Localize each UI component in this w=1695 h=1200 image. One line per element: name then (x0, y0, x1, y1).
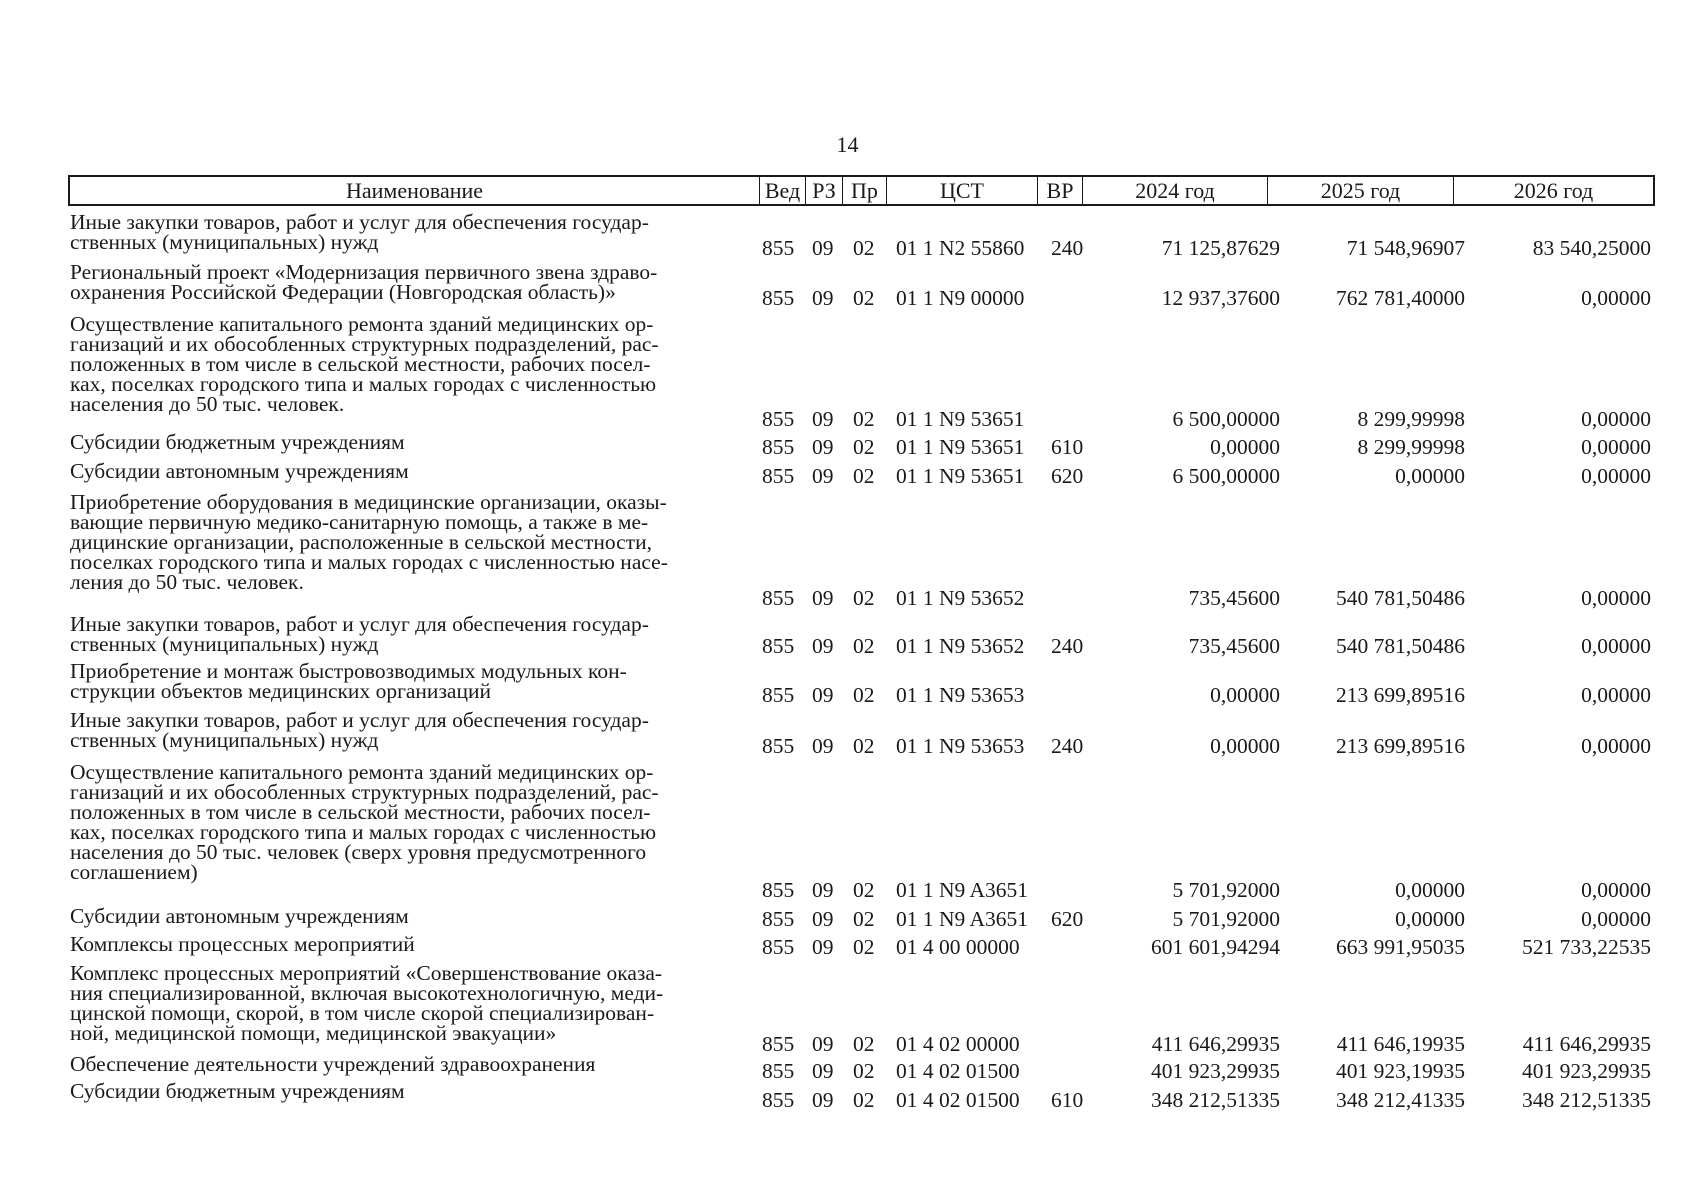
row-pr: 02 (853, 1088, 875, 1112)
row-value-2026: 0,00000 (1581, 734, 1651, 758)
row-value-2024: 601 601,94294 (1151, 935, 1280, 959)
row-value-2026: 0,00000 (1581, 907, 1651, 931)
row-value-2026: 0,00000 (1581, 586, 1651, 610)
row-name-line: Региональный проект «Модернизация первичного звена здраво- (70, 260, 658, 284)
row-name-line: Обеспечение деятельности учреждений здравоохранения (70, 1052, 596, 1076)
row-name-line: ной, медицинской помощи, медицинской эвакуации» (70, 1021, 557, 1045)
row-pr: 02 (853, 586, 875, 610)
row-value-2026: 0,00000 (1581, 464, 1651, 488)
row-value-2024: 735,45600 (1188, 634, 1280, 658)
row-value-2026: 0,00000 (1581, 435, 1651, 459)
row-name-line: охранения Российской Федерации (Новгородская область)» (70, 280, 616, 304)
row-rz: 09 (812, 683, 834, 707)
row-name-line: Субсидии автономным учреждениям (70, 459, 409, 483)
row-name-line: вающие первичную медико-санитарную помощь, а также в ме- (70, 510, 649, 534)
row-name (70, 762, 770, 882)
row-name-line: ственных (муниципальных) нужд (70, 230, 379, 254)
row-name-line: Осуществление капитального ремонта зданий медицинских ор- (70, 760, 654, 784)
row-value-2025: 348 212,41335 (1336, 1088, 1465, 1112)
row-value-2024: 5 701,92000 (1172, 878, 1280, 902)
row-cst: 01 1 N9 53652 (896, 586, 1025, 610)
row-name-line: Субсидии бюджетным учреждениям (70, 1079, 405, 1103)
row-pr: 02 (853, 878, 875, 902)
row-name-line: ственных (муниципальных) нужд (70, 632, 379, 656)
row-cst: 01 4 02 01500 (896, 1059, 1020, 1083)
row-ved: 855 (762, 1059, 795, 1083)
row-value-2024: 735,45600 (1188, 586, 1280, 610)
row-name-line: Осуществление капитального ремонта зданий медицинских ор- (70, 312, 654, 336)
row-cst: 01 1 N9 53651 (896, 464, 1025, 488)
row-value-2025: 663 991,95035 (1336, 935, 1465, 959)
row-value-2025: 540 781,50486 (1336, 634, 1465, 658)
row-rz: 09 (812, 236, 834, 260)
row-ved: 855 (762, 634, 795, 658)
row-cst: 01 1 N2 55860 (896, 236, 1025, 260)
row-value-2025: 8 299,99998 (1357, 435, 1465, 459)
column-header-pr: Пр (843, 177, 887, 204)
row-name (70, 432, 770, 452)
row-name-line: положенных в том числе в сельской местности, рабочих посел- (70, 352, 651, 376)
row-value-2025: 0,00000 (1395, 878, 1465, 902)
row-name-line: положенных в том числе в сельской местности, рабочих посел- (70, 800, 651, 824)
row-ved: 855 (762, 1032, 795, 1056)
row-name (70, 461, 770, 481)
row-value-2025: 71 548,96907 (1346, 236, 1465, 260)
row-ved: 855 (762, 907, 795, 931)
row-pr: 02 (853, 407, 875, 431)
row-value-2024: 0,00000 (1210, 734, 1280, 758)
row-value-2026: 0,00000 (1581, 634, 1651, 658)
row-value-2026: 411 646,29935 (1522, 1032, 1651, 1056)
row-name (70, 212, 770, 252)
row-name-line: дицинские организации, расположенные в сельской местности, (70, 530, 652, 554)
row-pr: 02 (853, 683, 875, 707)
row-rz: 09 (812, 878, 834, 902)
row-pr: 02 (853, 1059, 875, 1083)
row-cst: 01 1 N9 00000 (896, 286, 1025, 310)
row-rz: 09 (812, 907, 834, 931)
row-ved: 855 (762, 236, 795, 260)
row-value-2026: 401 923,29935 (1522, 1059, 1651, 1083)
row-name (70, 710, 770, 750)
row-name (70, 1081, 770, 1101)
column-header-2026: 2026 год (1513, 178, 1594, 203)
row-rz: 09 (812, 1088, 834, 1112)
row-cst: 01 1 N9 A3651 (896, 878, 1028, 902)
row-name-line: Приобретение и монтаж быстровозводимых модульных кон- (70, 659, 627, 683)
row-ved: 855 (762, 407, 795, 431)
row-value-2026: 83 540,25000 (1532, 236, 1651, 260)
row-rz: 09 (812, 634, 834, 658)
row-value-2024: 6 500,00000 (1172, 407, 1280, 431)
row-cst: 01 1 N9 53652 (896, 634, 1025, 658)
row-name (70, 262, 770, 302)
row-ved: 855 (762, 683, 795, 707)
row-vr: 620 (1051, 464, 1084, 488)
row-value-2024: 0,00000 (1210, 683, 1280, 707)
row-value-2024: 71 125,87629 (1161, 236, 1280, 260)
row-value-2026: 0,00000 (1581, 407, 1651, 431)
row-rz: 09 (812, 1032, 834, 1056)
column-header-rz: РЗ (806, 177, 843, 204)
row-name-line: Иные закупки товаров, работ и услуг для обеспечения государ- (70, 612, 649, 636)
row-value-2025: 411 646,19935 (1336, 1032, 1465, 1056)
row-vr: 610 (1051, 435, 1084, 459)
row-name (70, 492, 770, 592)
row-name-line: Иные закупки товаров, работ и услуг для обеспечения государ- (70, 210, 649, 234)
row-name-line: Комплексы процессных мероприятий (70, 932, 415, 956)
row-cst: 01 1 N9 53653 (896, 683, 1025, 707)
row-ved: 855 (762, 286, 795, 310)
row-value-2024: 6 500,00000 (1172, 464, 1280, 488)
row-rz: 09 (812, 435, 834, 459)
column-header-cst: ЦСТ (887, 177, 1038, 204)
column-header-2024: 2024 год (1083, 177, 1268, 204)
row-rz: 09 (812, 586, 834, 610)
row-cst: 01 1 N9 53653 (896, 734, 1025, 758)
row-pr: 02 (853, 734, 875, 758)
row-name (70, 314, 770, 414)
row-ved: 855 (762, 935, 795, 959)
row-name-line: поселках городского типа и малых городах с численностью насе- (70, 550, 668, 574)
row-vr: 240 (1051, 236, 1084, 260)
row-pr: 02 (853, 236, 875, 260)
row-name-line: Приобретение оборудования в медицинские организации, оказы- (70, 490, 667, 514)
column-header-2025: 2025 год (1268, 177, 1454, 204)
row-value-2025: 540 781,50486 (1336, 586, 1465, 610)
row-cst: 01 4 00 00000 (896, 935, 1020, 959)
row-pr: 02 (853, 286, 875, 310)
row-value-2025: 8 299,99998 (1357, 407, 1465, 431)
row-value-2025: 401 923,19935 (1336, 1059, 1465, 1083)
row-vr: 240 (1051, 634, 1084, 658)
row-ved: 855 (762, 464, 795, 488)
row-value-2025: 213 699,89516 (1336, 683, 1465, 707)
column-header-ved: Вед (760, 177, 806, 204)
row-value-2026: 348 212,51335 (1522, 1088, 1651, 1112)
row-value-2024: 5 701,92000 (1172, 907, 1280, 931)
row-name (70, 1054, 770, 1074)
row-rz: 09 (812, 286, 834, 310)
row-value-2025: 213 699,89516 (1336, 734, 1465, 758)
row-value-2025: 0,00000 (1395, 907, 1465, 931)
row-vr: 240 (1051, 734, 1084, 758)
row-cst: 01 1 N9 53651 (896, 407, 1025, 431)
row-name (70, 906, 770, 926)
row-value-2024: 401 923,29935 (1151, 1059, 1280, 1083)
row-name-line: ния специализированной, включая высокотехнологичную, меди- (70, 981, 664, 1005)
row-rz: 09 (812, 464, 834, 488)
row-value-2024: 0,00000 (1210, 435, 1280, 459)
row-rz: 09 (812, 407, 834, 431)
row-value-2026: 0,00000 (1581, 683, 1651, 707)
row-value-2026: 0,00000 (1581, 878, 1651, 902)
row-value-2024: 348 212,51335 (1151, 1088, 1280, 1112)
row-name-line: населения до 50 тыс. человек (сверх уровня предусмотренного (70, 840, 647, 864)
row-pr: 02 (853, 435, 875, 459)
row-ved: 855 (762, 1088, 795, 1112)
row-vr: 610 (1051, 1088, 1084, 1112)
row-name (70, 934, 770, 954)
row-ved: 855 (762, 734, 795, 758)
row-name-line: ках, поселках городского типа и малых городах с численностью (70, 820, 657, 844)
row-pr: 02 (853, 935, 875, 959)
row-name (70, 963, 770, 1043)
row-ved: 855 (762, 586, 795, 610)
row-rz: 09 (812, 935, 834, 959)
row-name-line: населения до 50 тыс. человек. (70, 392, 345, 416)
row-name-line: Комплекс процессных мероприятий «Совершенствование оказа- (70, 961, 663, 985)
row-rz: 09 (812, 1059, 834, 1083)
row-vr: 620 (1051, 907, 1084, 931)
row-ved: 855 (762, 878, 795, 902)
row-value-2024: 411 646,29935 (1151, 1032, 1280, 1056)
row-name-line: ганизаций и их обособленных структурных подразделений, рас- (70, 332, 659, 356)
column-header-vr: ВР (1038, 177, 1083, 204)
row-name-line: цинской помощи, скорой, в том числе скорой специализирован- (70, 1001, 655, 1025)
row-name-line: ках, поселках городского типа и малых городах с численностью (70, 372, 657, 396)
row-cst: 01 1 N9 A3651 (896, 907, 1028, 931)
row-value-2025: 0,00000 (1395, 464, 1465, 488)
row-name-line: Иные закупки товаров, работ и услуг для обеспечения государ- (70, 708, 649, 732)
row-value-2026: 0,00000 (1581, 286, 1651, 310)
row-name (70, 614, 770, 654)
page-number: 14 (836, 132, 859, 157)
column-header-name: Наименование (70, 177, 760, 204)
row-value-2024: 12 937,37600 (1161, 286, 1280, 310)
row-pr: 02 (853, 1032, 875, 1056)
row-value-2025: 762 781,40000 (1336, 286, 1465, 310)
row-rz: 09 (812, 734, 834, 758)
row-name-line: ганизаций и их обособленных структурных подразделений, рас- (70, 780, 659, 804)
row-name-line: Субсидии бюджетным учреждениям (70, 430, 405, 454)
row-cst: 01 4 02 00000 (896, 1032, 1020, 1056)
row-name-line: ления до 50 тыс. человек. (70, 570, 304, 594)
row-pr: 02 (853, 464, 875, 488)
row-ved: 855 (762, 435, 795, 459)
row-name (70, 661, 770, 701)
row-name-line: ственных (муниципальных) нужд (70, 728, 379, 752)
row-name-line: соглашением) (70, 860, 198, 884)
row-name-line: струкции объектов медицинских организаций (70, 679, 491, 703)
row-pr: 02 (853, 907, 875, 931)
row-cst: 01 1 N9 53651 (896, 435, 1025, 459)
row-pr: 02 (853, 634, 875, 658)
row-cst: 01 4 02 01500 (896, 1088, 1020, 1112)
row-name-line: Субсидии автономным учреждениям (70, 904, 409, 928)
row-value-2026: 521 733,22535 (1522, 935, 1651, 959)
